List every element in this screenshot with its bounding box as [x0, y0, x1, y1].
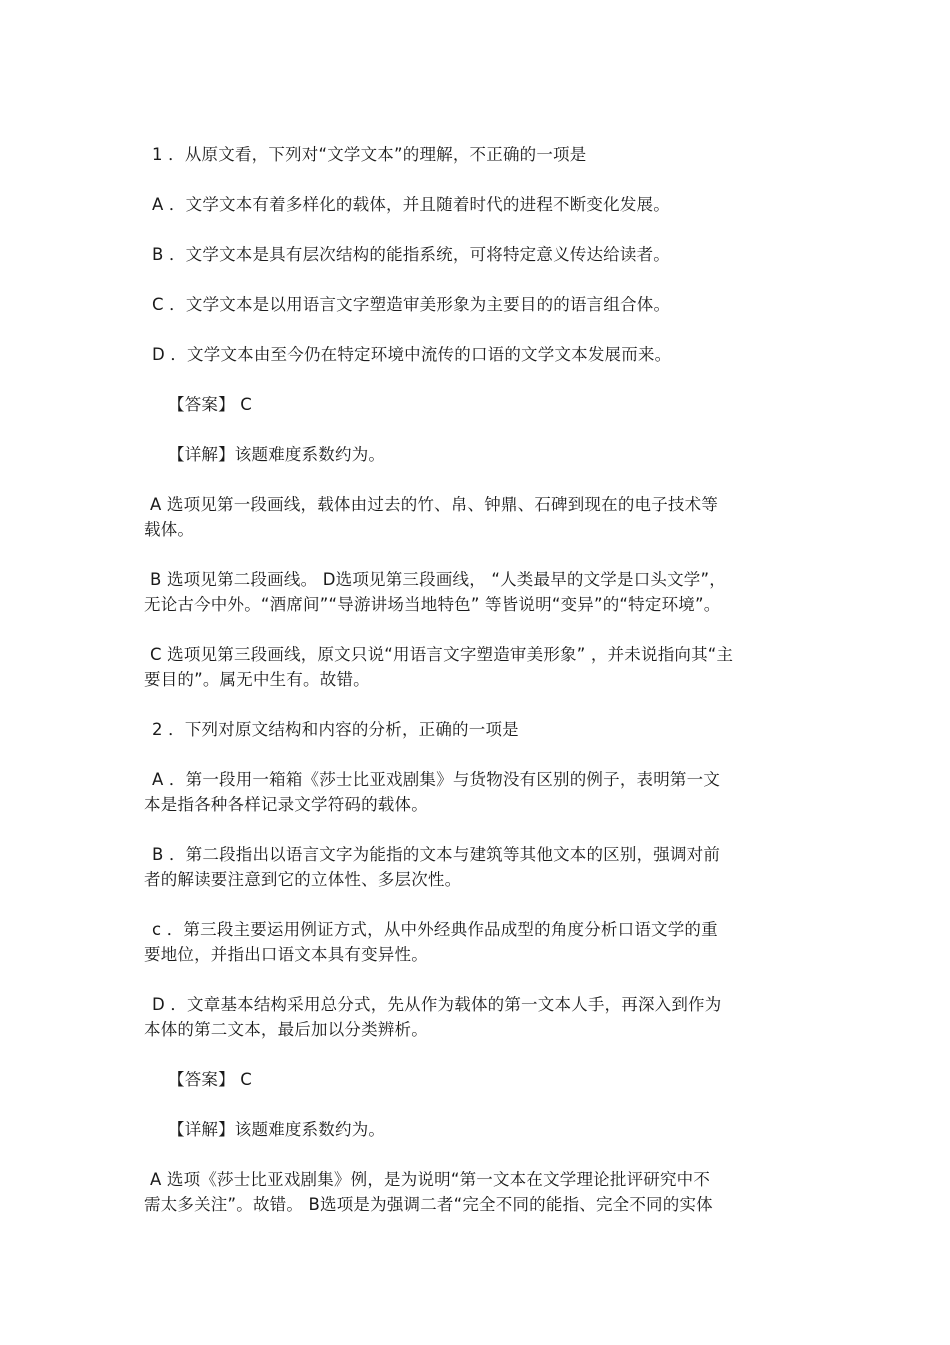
question-2-detail: 【详解】该题难度系数约为。: [168, 1120, 386, 1139]
question-1-analysis-bd-line-2: 无论古今中外。“酒席间”“导游讲场当地特色” 等皆说明“变异”的“特定环境”。: [144, 595, 721, 614]
question-1-analysis-bd-line-1: B 选项见第二段画线。 D选项见第三段画线， “人类最早的文学是口头文学”，: [150, 570, 726, 589]
question-1-analysis-c-line-1: C 选项见第三段画线，原文只说“用语言文字塑造审美形象” ，并未说指向其“主: [150, 645, 734, 664]
question-1-option-a: A ．文学文本有着多样化的载体，并且随着时代的进程不断变化发展。: [152, 195, 670, 214]
question-1-analysis-a-line-2: 载体。: [144, 520, 195, 539]
question-1-option-c: C ．文学文本是以用语言文字塑造审美形象为主要目的的语言组合体。: [152, 295, 671, 314]
question-2-analysis-line-1: A 选项《莎士比亚戏剧集》例，是为说明“第一文本在文学理论批评研究中不: [150, 1170, 711, 1189]
question-2-option-d-line-2: 本体的第二文本，最后加以分类辨析。: [144, 1020, 428, 1039]
question-1-option-b: B ．文学文本是具有层次结构的能指系统，可将特定意义传达给读者。: [152, 245, 670, 264]
question-2-option-c-line-1: c ．第三段主要运用例证方式，从中外经典作品成型的角度分析口语文学的重: [152, 920, 718, 939]
question-2-option-c-line-2: 要地位，并指出口语文本具有变异性。: [144, 945, 428, 964]
question-1-option-d: D ．文学文本由至今仍在特定环境中流传的口语的文学文本发展而来。: [152, 345, 672, 364]
question-1-analysis-c-line-2: 要目的”。属无中生有。故错。: [144, 670, 370, 689]
question-2-option-a-line-2: 本是指各种各样记录文学符码的载体。: [144, 795, 428, 814]
question-1-stem: 1 ．从原文看，下列对“文学文本”的理解，不正确的一项是: [152, 145, 587, 164]
question-2-stem: 2 ．下列对原文结构和内容的分析，正确的一项是: [152, 720, 519, 739]
question-1-answer: 【答案】 C: [168, 395, 252, 414]
question-1-detail: 【详解】该题难度系数约为。: [168, 445, 386, 464]
question-2-option-d-line-1: D ．文章基本结构采用总分式，先从作为载体的第一文本人手，再深入到作为: [152, 995, 722, 1014]
question-1-analysis-a-line-1: A 选项见第一段画线，载体由过去的竹、帛、钟鼎、石碑到现在的电子技术等: [150, 495, 719, 514]
question-2-option-a-line-1: A ．第一段用一箱箱《莎士比亚戏剧集》与货物没有区别的例子，表明第一文: [152, 770, 721, 789]
question-2-analysis-line-2: 需太多关注”。故错。 B选项是为强调二者“完全不同的能指、完全不同的实体: [144, 1195, 713, 1214]
question-2-answer: 【答案】 C: [168, 1070, 252, 1089]
question-2-option-b-line-2: 者的解读要注意到它的立体性、多层次性。: [144, 870, 462, 889]
question-2-option-b-line-1: B ．第二段指出以语言文字为能指的文本与建筑等其他文本的区别，强调对前: [152, 845, 721, 864]
